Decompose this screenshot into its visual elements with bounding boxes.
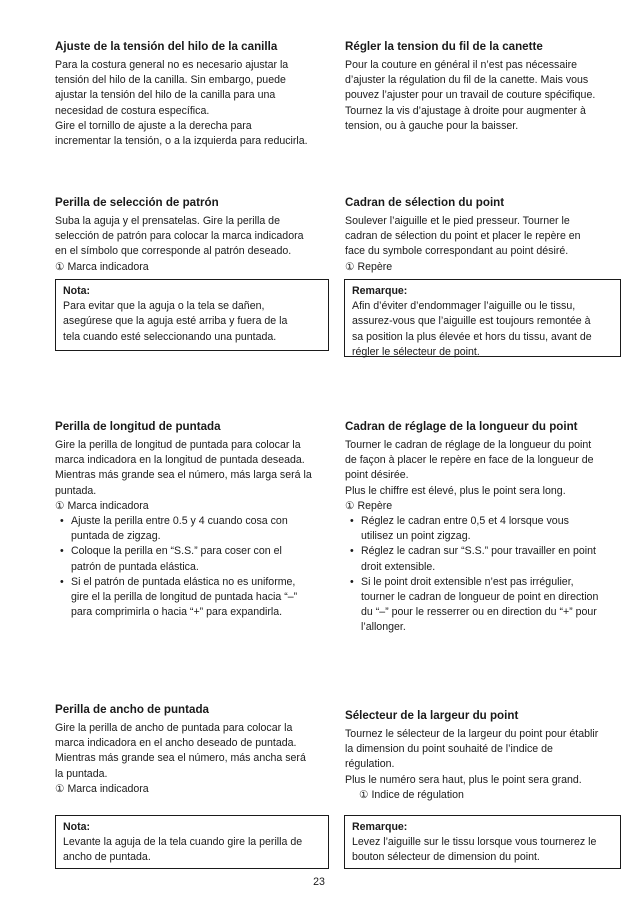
note-box	[55, 279, 329, 351]
bullet-item	[345, 575, 625, 636]
note-line: tela cuando esté seleccionando una puntada.	[63, 330, 277, 343]
note-line: Levante la aguja de la tela cuando gire la perilla de	[63, 836, 303, 849]
body-line: necesidad de costura específica.	[55, 104, 210, 117]
bullet-line: • Ajuste la perilla entre 0.5 y 4 cuando cosa con	[71, 515, 288, 528]
body-line: Plus le numéro sera haut, plus le point sera grand.	[345, 773, 582, 786]
bullet-line: • Coloque la perilla en “S.S.” para coser con el	[71, 545, 282, 558]
note-line: asegúrese que la aguja esté arriba y fuera de la	[63, 315, 288, 328]
bullet-line: l’allonger.	[361, 621, 406, 634]
section-body	[345, 727, 625, 803]
note-box	[55, 815, 329, 869]
note-title: Remarque:	[352, 821, 408, 833]
bullet-line: para comprimirla o hacia “+” para expandirla.	[71, 606, 283, 619]
body-line: Gire la perilla de ancho de puntada para colocar la	[55, 722, 293, 734]
section-stitch-length-fr	[345, 420, 625, 636]
section-pattern-selection-es	[55, 196, 335, 275]
body-line: Soulever l’aiguille et le pied presseur. Tourner le	[345, 215, 570, 227]
note-line: assurez-vous que l’aiguille est toujours remontée à	[352, 315, 591, 328]
body-line: Mientras más grande sea el número, más larga será la	[55, 469, 312, 482]
section-body	[55, 58, 335, 149]
body-line: marca indicadora en la longitud de puntada deseada.	[55, 454, 305, 467]
body-line: incrementar la tensión, o a la izquierda para reducirla.	[55, 135, 308, 148]
marker-label: ① Repère	[345, 499, 393, 512]
bullet-line: utilisez un point zigzag.	[361, 530, 471, 543]
body-line: de façon à placer le repère en face de la longueur de	[345, 454, 594, 467]
body-line: marca indicadora en el ancho deseado de puntada.	[55, 737, 297, 750]
body-line: pouvez l’ajuster pour un travail de couture spécifique.	[345, 89, 596, 102]
section-pattern-selection-fr	[345, 196, 625, 275]
body-line: tension, ou à gauche pour la baisser.	[345, 119, 519, 132]
bullet-line: • Réglez le cadran entre 0,5 et 4 lorsque vous	[361, 515, 569, 528]
body-line: face du symbole correspondant au point désiré.	[345, 245, 569, 258]
marker-label: ① Marca indicadora	[55, 782, 149, 795]
bullet-line: gire el la perilla de longitud de puntada hacia “–”	[71, 591, 298, 604]
note-line: Afin d’éviter d’endommager l’aiguille ou le tissu,	[352, 300, 576, 313]
body-line: Tournez la vis d’ajustage à droite pour augmenter à	[345, 104, 586, 117]
note-line: régler le sélecteur de point.	[352, 345, 480, 358]
section-title: Cadran de réglage de la longueur du point	[345, 420, 578, 433]
section-stitch-width-fr	[345, 709, 625, 803]
section-body	[55, 438, 335, 620]
section-stitch-width-es	[55, 703, 335, 797]
section-title: Cadran de sélection du point	[345, 196, 505, 209]
body-line: point désirée.	[345, 469, 409, 482]
bullet-line: • Réglez le cadran sur “S.S.” pour travailler en point	[361, 545, 596, 558]
section-body	[55, 214, 335, 275]
bullet-line: • Si el patrón de puntada elástica no es uniforme,	[71, 575, 296, 588]
bullet-line: patrón de puntada elástica.	[71, 560, 199, 573]
section-title: Sélecteur de la largeur du point	[345, 709, 519, 722]
body-line: Pour la couture en général il n’est pas nécessaire	[345, 59, 578, 71]
note-line: Para evitar que la aguja o la tela se dañen,	[63, 300, 265, 313]
section-title: Ajuste de la tensión del hilo de la canilla	[55, 40, 278, 53]
body-line: Tournez le sélecteur de la largeur du point pour établir	[345, 728, 599, 740]
body-line: Mientras más grande sea el número, más ancha será	[55, 752, 306, 765]
body-line: d’ajuster la régulation du fil de la canette. Mais vous	[345, 74, 589, 87]
body-line: Gire el tornillo de ajuste a la derecha para	[55, 119, 252, 132]
body-line: Para la costura general no es necesario ajustar la	[55, 59, 289, 71]
bullet-item	[345, 544, 625, 574]
marker-label: ① Repère	[345, 260, 393, 273]
body-line: puntada.	[55, 484, 97, 497]
note-box	[344, 815, 621, 869]
section-stitch-length-es	[55, 420, 335, 620]
page-number: 23	[313, 876, 325, 888]
marker-label: ① Indice de régulation	[359, 788, 464, 801]
bullet-item	[55, 575, 335, 621]
section-title: Perilla de longitud de puntada	[55, 420, 221, 433]
section-body	[55, 721, 335, 797]
note-line: ancho de puntada.	[63, 851, 151, 864]
note-line: Levez l’aiguille sur le tissu lorsque vous tournerez le	[352, 836, 597, 849]
body-line: ajustar la tensión del hilo de la canilla para una	[55, 89, 276, 102]
marker-label: ① Marca indicadora	[55, 260, 149, 273]
bullet-line: • Si le point droit extensible n’est pas irrégulier,	[361, 575, 574, 588]
section-title: Régler la tension du fil de la canette	[345, 40, 543, 53]
body-line: Suba la aguja y el prensatelas. Gire la perilla de	[55, 215, 280, 227]
body-line: la puntada.	[55, 767, 108, 780]
note-line: sa position la plus élevée et hors du tissu, avant de	[352, 330, 592, 343]
note-title: Remarque:	[352, 285, 408, 297]
section-body	[345, 214, 625, 275]
bullet-item	[55, 544, 335, 574]
bullet-line: tourner le cadran de longueur de point en direction	[361, 591, 599, 604]
section-bobbin-tension-fr	[345, 40, 625, 134]
section-body	[345, 438, 625, 636]
bullet-item	[345, 514, 625, 544]
note-box	[344, 279, 621, 357]
note-line: bouton sélecteur de dimension du point.	[352, 851, 540, 864]
body-line: Gire la perilla de longitud de puntada para colocar la	[55, 439, 301, 451]
marker-label: ① Marca indicadora	[55, 499, 149, 512]
note-title: Nota:	[63, 285, 91, 297]
body-line: la dimension du point souhaité de l’indice de	[345, 743, 553, 756]
section-title: Perilla de selección de patrón	[55, 196, 219, 209]
bullet-line: droit extensible.	[361, 560, 436, 573]
body-line: en el símbolo que corresponde al patrón deseado.	[55, 245, 292, 258]
section-body	[345, 58, 625, 134]
body-line: cadran de sélection du point et placer le repère en	[345, 230, 581, 243]
bullet-line: du “–” pour le resserrer ou en direction du “+” pour	[361, 606, 597, 619]
body-line: Plus le chiffre est élevé, plus le point sera long.	[345, 484, 566, 497]
body-line: Tourner le cadran de réglage de la longueur du point	[345, 439, 592, 451]
section-title: Perilla de ancho de puntada	[55, 703, 209, 716]
bullet-item	[55, 514, 335, 544]
bullet-line: puntada de zigzag.	[71, 530, 161, 543]
body-line: tensión del hilo de la canilla. Sin embargo, puede	[55, 74, 286, 87]
body-line: régulation.	[345, 758, 395, 771]
note-title: Nota:	[63, 821, 91, 833]
body-line: selección de patrón para colocar la marca indicadora	[55, 230, 304, 243]
section-bobbin-tension-es	[55, 40, 335, 149]
